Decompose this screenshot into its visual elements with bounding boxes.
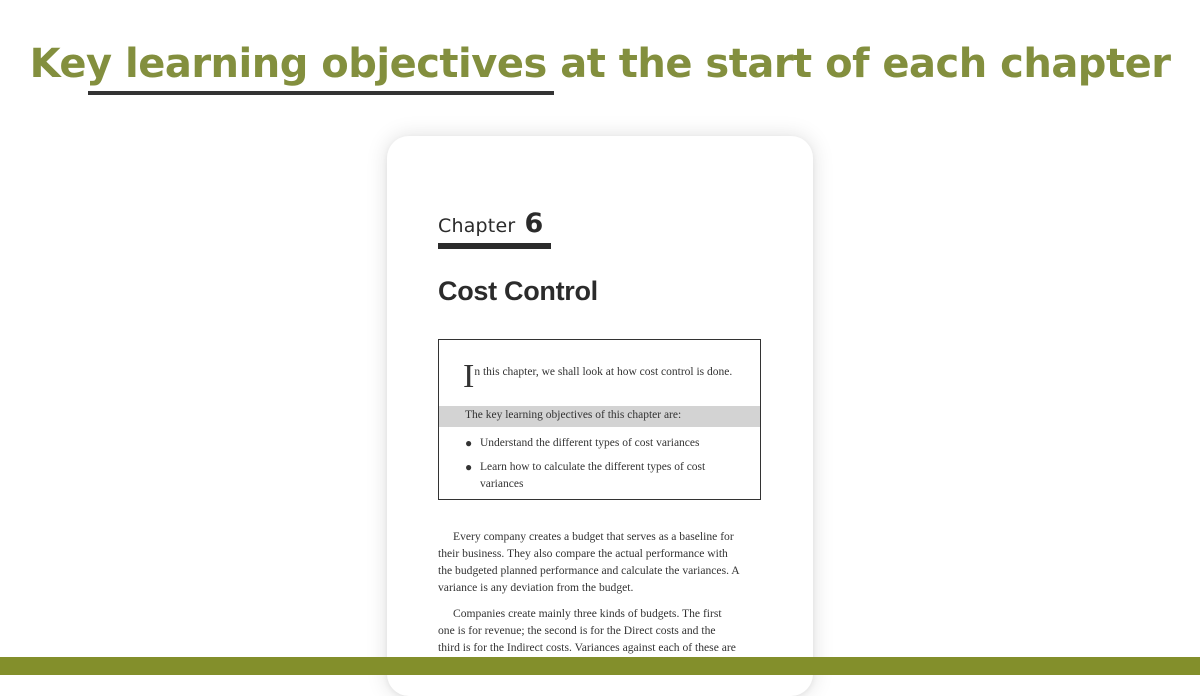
slide-title: Key learning objectives at the start of each chapter: [29, 41, 1171, 87]
paragraph-line: one is for revenue; the second is for the Direct costs and the: [438, 624, 716, 637]
paragraph-line: Companies create mainly three kinds of budgets. The first: [453, 607, 722, 620]
paragraph-line: variance is any deviation from the budget.: [438, 581, 634, 594]
chapter-label: [438, 208, 543, 239]
title-underline: [88, 91, 554, 95]
chapter-title: Cost Control: [438, 276, 598, 306]
objective-text: [480, 459, 730, 493]
paragraph-line: Every company creates a budget that serves as a baseline for: [453, 530, 734, 543]
objectives-lead-bar: [439, 406, 760, 427]
intro-text: n this chapter, we shall look at how cost control is done.: [474, 366, 733, 378]
objective-text: [480, 435, 730, 452]
paragraph-line: third is for the Indirect costs. Variances against each of these are: [438, 641, 736, 654]
bottom-accent-bar: [0, 657, 1200, 675]
paragraph-line: their business. They also compare the actual performance with: [438, 547, 728, 560]
objective-line: variances: [480, 478, 524, 490]
objective-line: Learn how to calculate the different types of cost: [480, 461, 706, 473]
intro-sentence: [463, 358, 733, 395]
chapter-number: 6: [524, 208, 544, 239]
paragraph-line: the budgeted planned performance and calculate the variances. A: [438, 564, 740, 577]
book-page-preview: [387, 136, 813, 696]
objectives-lead: The key learning objectives of this chapter are:: [465, 409, 682, 421]
chapter-word: Chapter: [438, 215, 516, 237]
bullet-dot-icon: ●: [465, 436, 473, 450]
drop-cap: I: [463, 358, 475, 395]
bullet-dot-icon: ●: [465, 460, 473, 474]
body-paragraph: [438, 528, 768, 596]
body-paragraph: [438, 605, 768, 656]
chapter-rule: [438, 243, 551, 249]
objective-line: Understand the different types of cost variances: [480, 437, 700, 449]
learning-objectives-box: [438, 339, 761, 500]
